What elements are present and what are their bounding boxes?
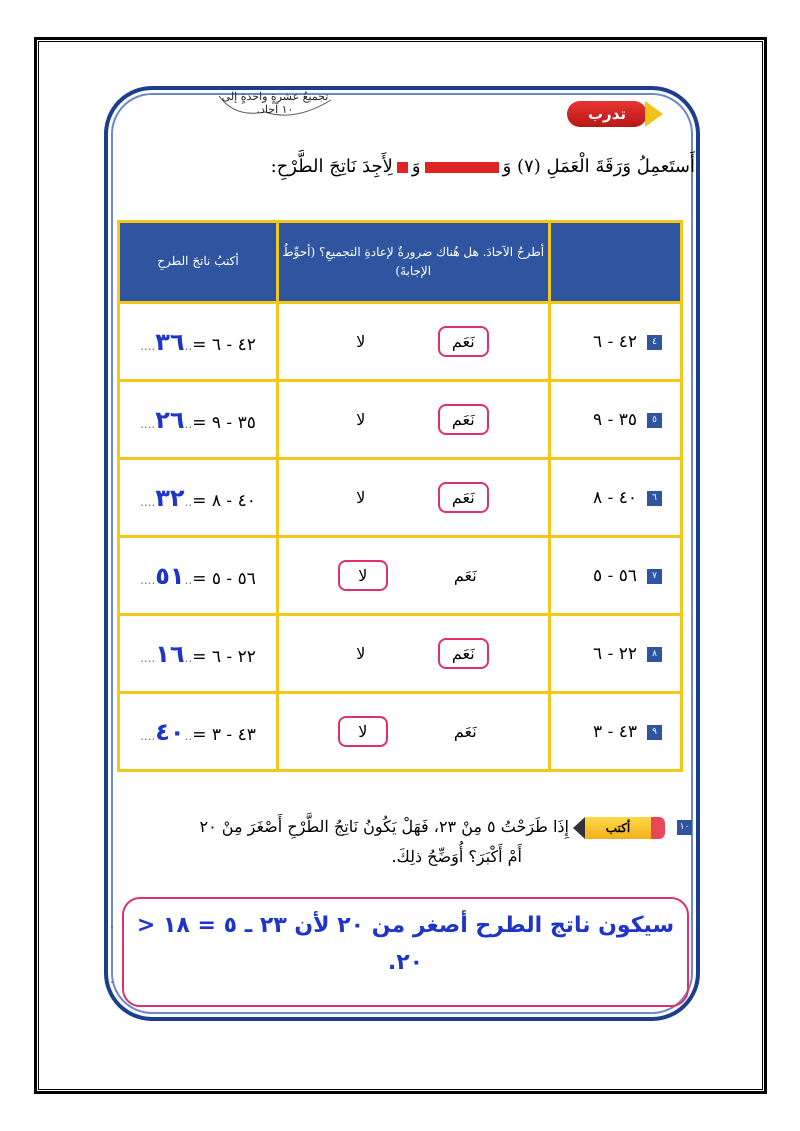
choice-yes[interactable]: نَعَم [453, 722, 477, 741]
problem-text: ٢٢ - ٦ [593, 643, 637, 664]
dotted-line: .. [184, 728, 193, 743]
exercise-number-badge: ٦ [647, 491, 662, 506]
question-number-badge: ١٠ [677, 820, 692, 835]
expression-text: ٤٠ - ٨ = [192, 490, 256, 511]
problem-text: ٤٢ - ٦ [593, 331, 637, 352]
choice-no[interactable]: لا [356, 488, 366, 507]
table-row [119, 459, 682, 537]
choice-no[interactable]: لا [356, 410, 366, 429]
result-cell[interactable] [119, 615, 278, 693]
problem-cell [549, 615, 681, 693]
choice-yes[interactable]: نَعَم [438, 404, 489, 435]
exercise-number-badge: ٨ [647, 647, 662, 662]
dotted-line: .... [140, 494, 156, 509]
result-cell[interactable] [119, 381, 278, 459]
expression-text: ٣٥ - ٩ = [192, 412, 256, 433]
result-cell[interactable] [119, 459, 278, 537]
table-row [119, 381, 682, 459]
choice-no[interactable]: لا [356, 332, 366, 351]
choice-yes[interactable]: نَعَم [438, 638, 489, 669]
answer-line-mark: . [110, 917, 114, 931]
write-label: أكتب [585, 817, 651, 839]
dotted-line: .... [140, 728, 156, 743]
dotted-line: .... [140, 650, 156, 665]
problem-cell [549, 459, 681, 537]
expression-text: ٢٢ - ٦ = [192, 646, 256, 667]
dotted-line: .. [184, 494, 193, 509]
problem-text: ٤٠ - ٨ [593, 487, 637, 508]
question-text-1: إِذَا طَرَحْتُ ٥ مِنْ ٢٣، فَهَلْ يَكُونُ نَاتِجُ الطَّرْحِ أَصْغَرَ مِنْ ٢٠ [199, 817, 569, 836]
problem-cell [549, 381, 681, 459]
practice-label: تدرب [567, 101, 647, 127]
exercise-number-badge: ٧ [647, 569, 662, 584]
choice-no[interactable]: لا [338, 560, 388, 591]
dotted-line: .... [140, 338, 156, 353]
question-10 [112, 812, 692, 873]
regroup-cell [277, 615, 549, 693]
result-cell[interactable] [119, 303, 278, 381]
answer-line-2: ٢٠. [387, 950, 424, 976]
regroup-cell [277, 381, 549, 459]
table-row [119, 615, 682, 693]
choice-no[interactable]: لا [338, 716, 388, 747]
exercise-number-badge: ٥ [647, 413, 662, 428]
expression-text: ٤٢ - ٦ = [192, 334, 256, 355]
subtraction-table [117, 220, 683, 772]
dotted-line: .. [184, 572, 193, 587]
handwritten-answer: ٢٦ [155, 405, 185, 434]
write-pencil-icon [577, 817, 669, 839]
dotted-line: .... [140, 572, 156, 587]
choice-yes[interactable]: نَعَم [438, 326, 489, 357]
result-cell[interactable] [119, 693, 278, 771]
cloud-note [215, 88, 335, 122]
result-cell[interactable] [119, 537, 278, 615]
dotted-line: .. [184, 416, 193, 431]
handwritten-answer: ٤٠ [155, 717, 185, 746]
expression-text: ٤٣ - ٣ = [192, 724, 256, 745]
handwritten-answer: ٣٦ [155, 327, 185, 356]
practice-tag [567, 101, 667, 127]
regroup-cell [277, 693, 549, 771]
instruction-part3: لِأَجِدَ نَاتِجَ الطَّرْحِ: [270, 156, 393, 177]
red-bar-icon [425, 162, 499, 173]
choice-yes[interactable]: نَعَم [438, 482, 489, 513]
red-square-icon [397, 162, 408, 173]
exercise-number-badge: ٩ [647, 725, 662, 740]
dotted-line: .. [184, 650, 193, 665]
problem-text: ٤٣ - ٣ [593, 721, 637, 742]
expression-text: ٥٦ - ٥ = [192, 568, 256, 589]
answer-line-mark: . [110, 972, 114, 986]
practice-arrow-icon [645, 101, 663, 127]
regroup-cell [277, 537, 549, 615]
problem-cell [549, 303, 681, 381]
regroup-cell [277, 303, 549, 381]
handwritten-answer: ٣٢ [155, 483, 185, 512]
handwritten-answer: ٥١ [155, 561, 185, 590]
choice-yes[interactable]: نَعَم [453, 566, 477, 585]
table-header-row [119, 222, 682, 303]
table-row [119, 303, 682, 381]
question-10-line1 [112, 812, 692, 842]
cloud-text: تجميعُ عشرةٍ واحدةٍ إلى ١٠ آحاد. [221, 90, 329, 116]
dotted-line: .... [140, 416, 156, 431]
problem-text: ٥٦ - ٥ [593, 565, 637, 586]
regroup-cell [277, 459, 549, 537]
choice-no[interactable]: لا [356, 644, 366, 663]
dotted-line: .. [184, 338, 193, 353]
answer-box[interactable] [122, 897, 689, 1007]
table-row [119, 693, 682, 771]
problem-cell [549, 537, 681, 615]
handwritten-answer: ١٦ [155, 639, 185, 668]
problem-cell [549, 693, 681, 771]
header-result: أكتبُ ناتجَ الطرحِ [119, 222, 278, 303]
table-row [119, 537, 682, 615]
instruction-part2: وَ [411, 156, 421, 177]
question-text-2: أَمْ أَكْبَرَ؟ أُوَضِّحُ ذلِكَ. [391, 847, 522, 867]
header-regroup: أطرحُ الآحادَ. هل هُناك ضرورةٌ لإعادةِ التجميعِ؟ (أحوِّطُ الإجابةَ) [277, 222, 549, 303]
answer-line-1: سيكون ناتج الطرح أصغر من ٢٠ لأن ٢٣ ـ ٥ = ١٨ < [136, 913, 675, 938]
problem-text: ٣٥ - ٩ [593, 409, 637, 430]
instruction-part1: أَستَعمِلُ وَرَقَةَ الْعَمَلِ (٧) وَ [502, 156, 695, 177]
header-problem [549, 222, 681, 303]
exercise-number-badge: ٤ [647, 335, 662, 350]
instruction-line [271, 156, 695, 177]
